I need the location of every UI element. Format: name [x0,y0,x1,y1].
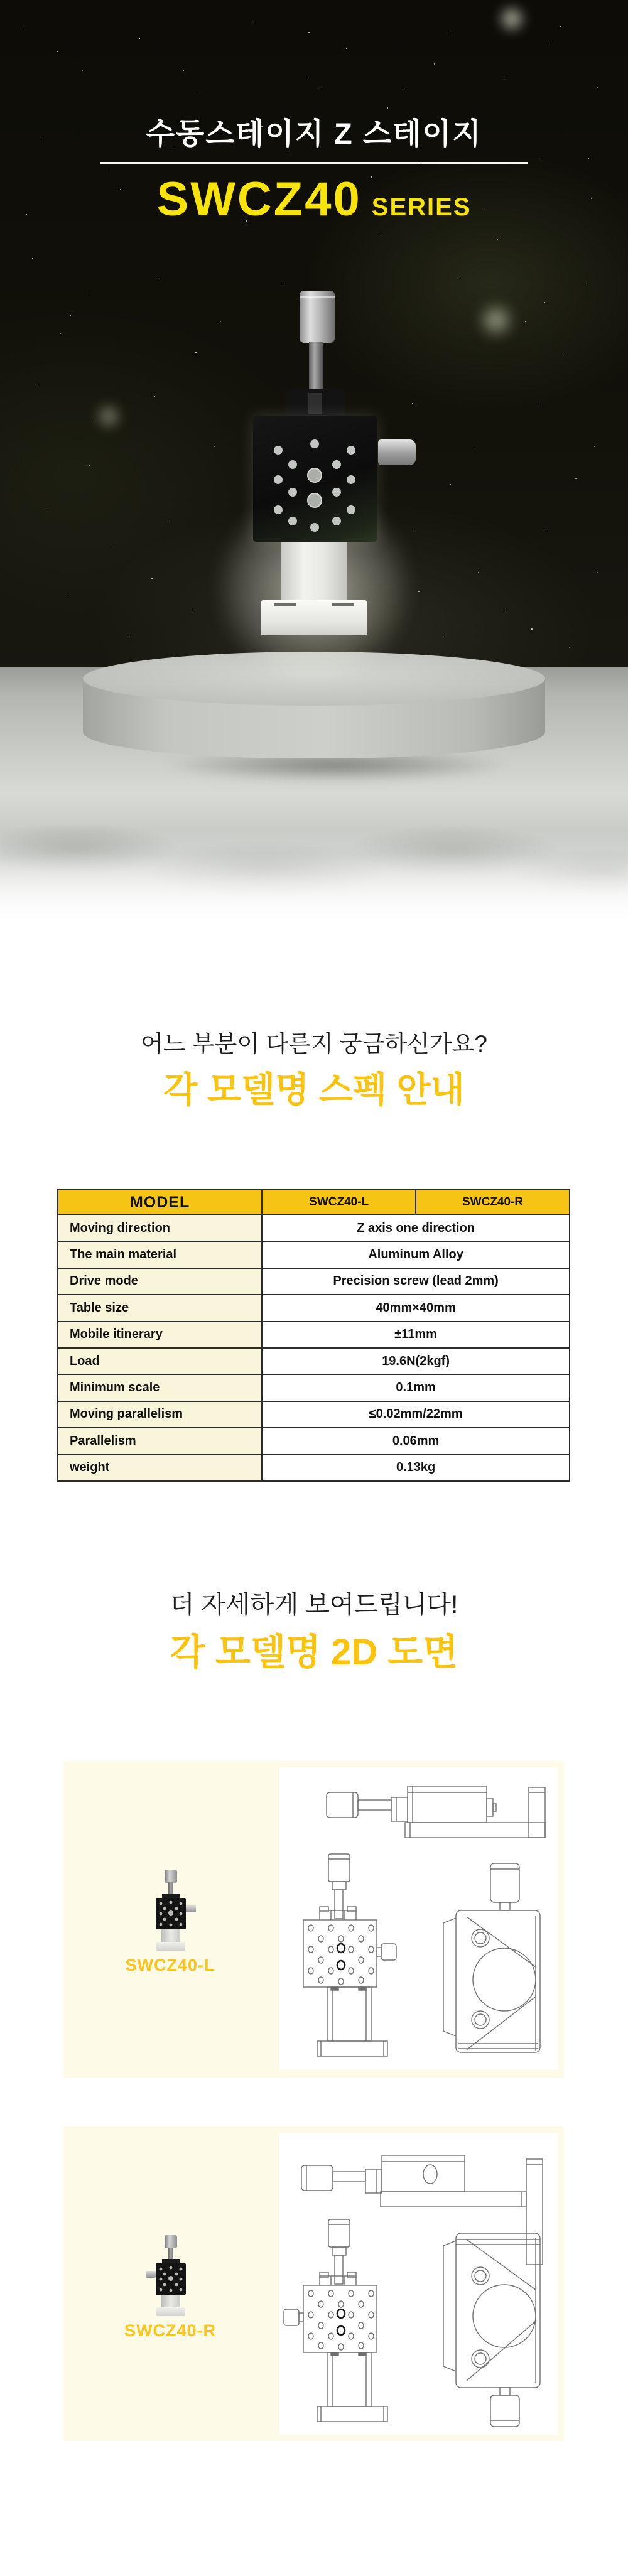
spec-label: Drive mode [58,1268,262,1295]
product-clamp [286,389,345,418]
mini-base [156,2307,185,2316]
spec-intro-heading: 각 모델명 스펙 안내 [163,1070,465,1109]
series-name: SWCZ40 [156,173,362,226]
mini-column [161,1929,180,1942]
header-model-left: SWCZ40-L [262,1190,416,1215]
mini-shaft [168,2248,173,2260]
hero-title: 수동스테이지 Z 스테이지 [146,117,482,150]
spec-label: Parallelism [58,1428,262,1454]
bright-star [496,3,528,35]
series-suffix: SERIES [371,193,472,221]
spec-label: Mobile itinerary [58,1322,262,1348]
hero-divider [100,162,528,164]
product-shaft [309,342,323,395]
spec-value: 0.06mm [262,1428,570,1454]
mini-column [161,2295,180,2307]
spec-label: Table size [58,1295,262,1321]
spec-table [57,1189,570,1482]
header-model-right: SWCZ40-R [416,1190,570,1215]
spec-label: Load [58,1348,262,1374]
mini-side-knob [186,1905,196,1912]
product-side-knob [378,439,416,465]
spec-value: 0.1mm [262,1374,570,1401]
spec-value: 0.13kg [262,1455,570,1481]
spec-intro-question: 어느 부분이 다른지 궁금하신가요? [141,1031,487,1057]
spec-table-header-row [58,1190,570,1215]
spec-value: ±11mm [262,1322,570,1348]
side-right-view [443,1863,540,2052]
spec-label: Moving parallelism [58,1401,262,1428]
mini-side-knob [146,2271,156,2278]
spec-label: Moving direction [58,1215,262,1241]
table-row [58,1428,570,1454]
product-top-knob [300,291,335,343]
spec-label: Minimum scale [58,1374,262,1401]
model-name-label: SWCZ40-L [125,1956,215,1975]
mini-base [156,1942,185,1951]
mini-top-knob [165,2235,177,2248]
technical-drawing-swcz40-l [279,1767,558,2070]
spec-value: 19.6N(2kgf) [262,1348,570,1374]
product-base [261,600,367,635]
spec-value: 40mm×40mm [262,1295,570,1321]
table-row [58,1401,570,1428]
starfield [0,0,1,1]
side-right-view [443,2233,540,2427]
drawings-intro-heading: 각 모델명 2D 도면 [170,1632,458,1673]
fade-to-white [0,830,628,942]
mini-shaft [168,1882,173,1894]
table-row [58,1295,570,1321]
front-view [303,1854,396,2056]
table-row [58,1455,570,1481]
product-photo-swcz40-l [156,1870,186,1951]
table-row [58,1348,570,1374]
side-top-view [301,2155,543,2265]
model-panel-swcz40-l [63,1761,564,2078]
drawings-intro-question: 더 자세하게 보여드립니다! [170,1591,458,1619]
table-row [58,1322,570,1348]
table-row [58,1241,570,1268]
table-row [58,1268,570,1295]
front-view [284,2219,387,2422]
table-row [58,1374,570,1401]
hero-section [0,0,628,942]
spec-value: Z axis one direction [262,1215,570,1241]
mini-top-knob [165,1870,177,1883]
spec-value: Aluminum Alloy [262,1241,570,1268]
product-photo-swcz40-r [156,2235,186,2317]
mini-stage-body [156,1898,186,1929]
bright-star [94,402,123,431]
product-column [281,542,347,601]
model-panel-swcz40-r [63,2126,564,2441]
technical-drawing-swcz40-r [279,2133,558,2435]
series-title [0,173,628,226]
side-top-view [327,1786,545,1838]
mini-hole-pattern [156,2263,186,2295]
spec-value: Precision screw (lead 2mm) [262,1268,570,1295]
product-stage-body [253,416,377,542]
spec-label: weight [58,1455,262,1481]
header-model: MODEL [58,1190,262,1215]
model-name-label: SWCZ40-R [124,2321,216,2340]
mini-stage-body [156,2263,186,2295]
spec-label: The main material [58,1241,262,1268]
mini-hole-pattern [156,1898,186,1929]
stage-hole-pattern [253,416,377,542]
bright-star [477,301,515,339]
table-row [58,1215,570,1241]
spec-value: ≤0.02mm/22mm [262,1401,570,1428]
